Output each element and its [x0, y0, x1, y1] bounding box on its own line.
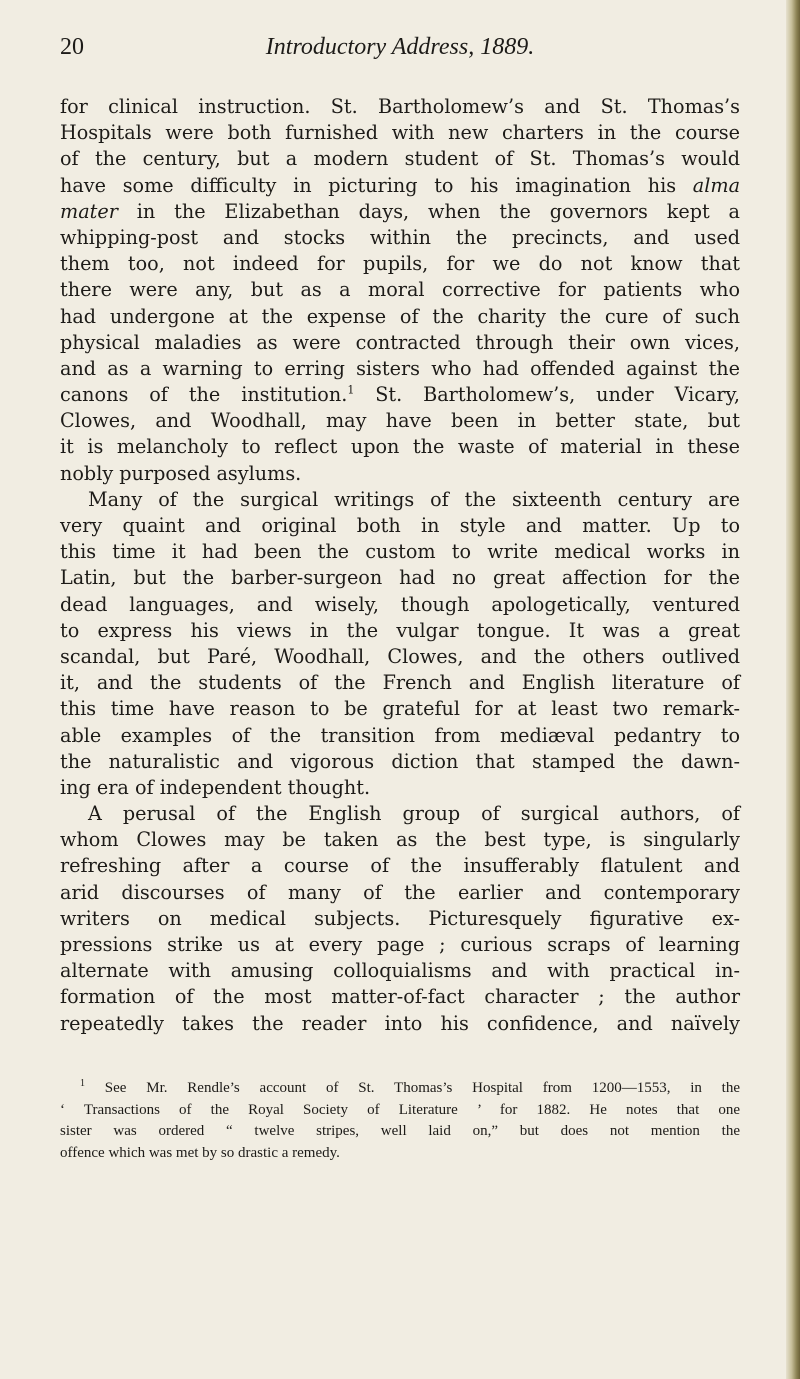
- footnote-marker: 1: [80, 1078, 85, 1089]
- text-line: formation of the most matter-of-fact character ; the author: [60, 985, 740, 1009]
- footnote-line: [60, 1078, 740, 1100]
- text-segment: canons of the institution.: [60, 383, 348, 407]
- text-line: it, and the students of the French and English literature of: [60, 671, 740, 695]
- text-segment: in the Elizabethan days, when the governors kept a: [136, 199, 740, 223]
- text-line: nobly purposed asylums.: [60, 461, 302, 485]
- text-line: [60, 382, 740, 408]
- text-line: of the century, but a modern student of St. Thomas’s would: [60, 147, 740, 171]
- text-line: pressions strike us at every page ; curious scraps of learning: [60, 933, 740, 956]
- text-line: to express his views in the vulgar tongue. It was a great: [60, 618, 740, 642]
- footnote-text: See Mr. Rendle’s account of St. Thomas’s Hospital from 1200—1553, in the: [104, 1080, 741, 1096]
- text-line: for clinical instruction. St. Bartholomew’s and St. Thomas’s: [60, 95, 740, 118]
- text-line: repeatedly takes the reader into his confidence, and naïvely: [60, 1011, 740, 1035]
- text-line: [60, 199, 740, 225]
- text-line: scandal, but Paré, Woodhall, Clowes, and the others outlived: [60, 644, 740, 668]
- text-line: whipping-post and stocks within the precincts, and used: [60, 225, 740, 249]
- text-line: physical maladies as were contracted through their own vices,: [60, 330, 740, 354]
- text-segment: have some difficulty in picturing to his imagination his: [60, 173, 677, 197]
- text-line: it is melancholy to reflect upon the waste of material in these: [60, 435, 740, 459]
- text-line: able examples of the transition from mediæval pedantry to: [60, 723, 740, 747]
- paragraph-start-line: Many of the surgical writings of the sixteenth century are: [88, 487, 740, 511]
- body-text: [60, 94, 740, 1037]
- text-line: had undergone at the expense of the charity the cure of such: [60, 304, 740, 328]
- text-segment: St. Bartholomew’s, under Vicary,: [354, 383, 740, 407]
- page-number: 20: [60, 34, 84, 60]
- text-line: [60, 173, 740, 199]
- text-line: whom Clowes may be taken as the best type, is singularly: [60, 828, 740, 852]
- page-binding-edge: [786, 0, 800, 1379]
- text-line: Clowes, and Woodhall, may have been in better state, but: [60, 409, 740, 433]
- text-line: Latin, but the barber-surgeon had no great affection for the: [60, 566, 740, 590]
- footnote: [60, 1078, 740, 1164]
- italic-alma: alma: [692, 173, 741, 197]
- text-line: this time have reason to be grateful for at least two remark-: [60, 697, 740, 721]
- footnote-line: offence which was met by so drastic a remedy.: [60, 1144, 340, 1161]
- footnote-line: sister was ordered “ twelve stripes, well laid on,” but does not mention the: [60, 1123, 740, 1139]
- footnote-line: ‘ Transactions of the Royal Society of Literature ’ for 1882. He notes that one: [60, 1101, 740, 1118]
- text-line: alternate with amusing colloquialisms and with practical in-: [60, 959, 740, 983]
- text-line: Hospitals were both furnished with new charters in the course: [60, 121, 740, 145]
- text-line: writers on medical subjects. Picturesquely figurative ex-: [60, 906, 740, 930]
- text-line: and as a warning to erring sisters who had offended against the: [60, 356, 740, 380]
- running-title-text: Introductory Address, 1889.: [265, 34, 535, 60]
- text-line: them too, not indeed for pupils, for we do not know that: [60, 252, 740, 276]
- footnote-reference[interactable]: 1: [347, 383, 355, 397]
- text-line: arid discourses of many of the earlier and contemporary: [60, 880, 740, 904]
- text-line: the naturalistic and vigorous diction that stamped the dawn-: [60, 749, 740, 773]
- text-line: very quaint and original both in style and matter. Up to: [60, 514, 740, 537]
- running-title: [60, 34, 740, 61]
- text-line: this time it had been the custom to write medical works in: [60, 540, 740, 564]
- paragraph-start-line: A perusal of the English group of surgical authors, of: [88, 802, 740, 826]
- text-line: there were any, but as a moral corrective for patients who: [60, 278, 740, 302]
- italic-mater: mater: [60, 199, 118, 223]
- running-header: [60, 34, 740, 68]
- text-line: refreshing after a course of the insufferably flatulent and: [60, 854, 740, 878]
- text-line: dead languages, and wisely, though apologetically, ventured: [60, 592, 740, 616]
- text-line: ing era of independent thought.: [60, 775, 371, 799]
